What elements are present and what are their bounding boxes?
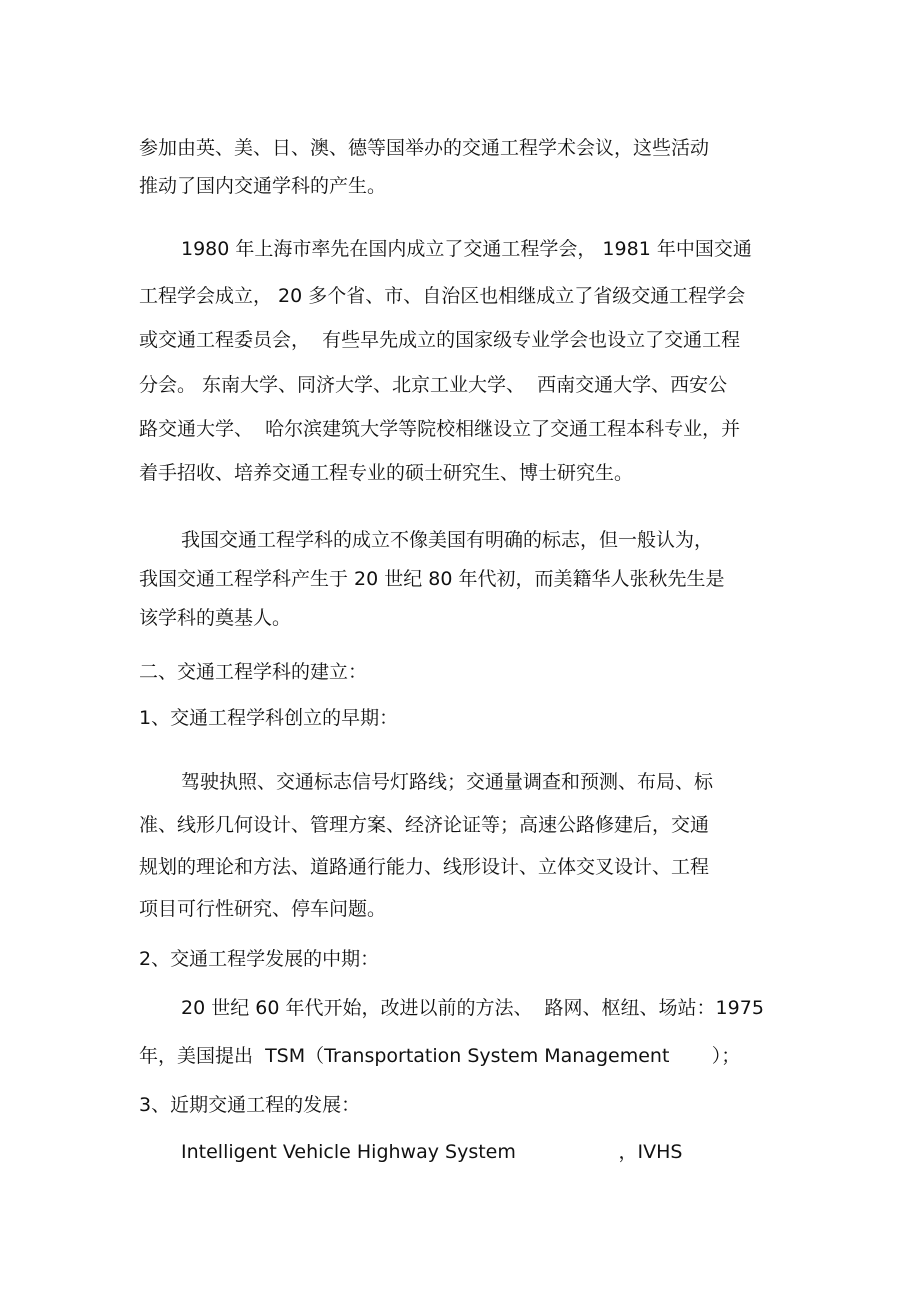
text-line-11: 该学科的奠基人。	[139, 607, 292, 629]
text-line-20: 年，美国提出 TSM（Transportation System Management ）；	[139, 1045, 741, 1067]
section-heading: 二、交通工程学科的建立：	[139, 661, 368, 683]
text-line-10: 我国交通工程学科产生于 20 世纪 80 年代初，而美籍华人张秋先生是	[139, 568, 725, 590]
text-line-19: 20 世纪 60 年代开始，改进以前的方法、 路网、枢纽、场站：1975	[181, 997, 764, 1019]
text-line-7: 路交通大学、 哈尔滨建筑大学等院校相继设立了交通工程本科专业，并	[139, 418, 741, 440]
text-line-22: Intelligent Vehicle Highway System ，IVHS	[181, 1141, 683, 1163]
text-line-1: 参加由英、美、日、澳、德等国举办的交通工程学术会议，这些活动	[139, 137, 710, 159]
text-line-15: 准、线形几何设计、管理方案、经济论证等；高速公路修建后，交通	[139, 814, 710, 836]
text-line-3: 1980 年上海市率先在国内成立了交通工程学会， 1981 年中国交通	[181, 238, 752, 260]
subheading-3: 3、近期交通工程的发展：	[139, 1094, 361, 1116]
text-line-16: 规划的理论和方法、道路通行能力、线形设计、立体交叉设计、工程	[139, 856, 710, 878]
text-line-5: 或交通工程委员会， 有些早先成立的国家级专业学会也设立了交通工程	[139, 329, 741, 351]
text-line-8: 着手招收、培养交通工程专业的硕士研究生、博士研究生。	[139, 462, 634, 484]
text-line-14: 驾驶执照、交通标志信号灯路线；交通量调查和预测、布局、标	[181, 771, 714, 793]
text-line-2: 推动了国内交通学科的产生。	[139, 175, 387, 197]
text-line-6: 分会。 东南大学、同济大学、北京工业大学、 西南交通大学、西安公	[139, 374, 728, 396]
text-line-17: 项目可行性研究、停车问题。	[139, 898, 387, 920]
subheading-1: 1、交通工程学科创立的早期：	[139, 707, 399, 729]
subheading-2: 2、交通工程学发展的中期：	[139, 948, 380, 970]
text-line-9: 我国交通工程学科的成立不像美国有明确的标志，但一般认为，	[181, 529, 714, 551]
text-line-4: 工程学会成立， 20 多个省、市、自治区也相继成立了省级交通工程学会	[139, 285, 746, 307]
